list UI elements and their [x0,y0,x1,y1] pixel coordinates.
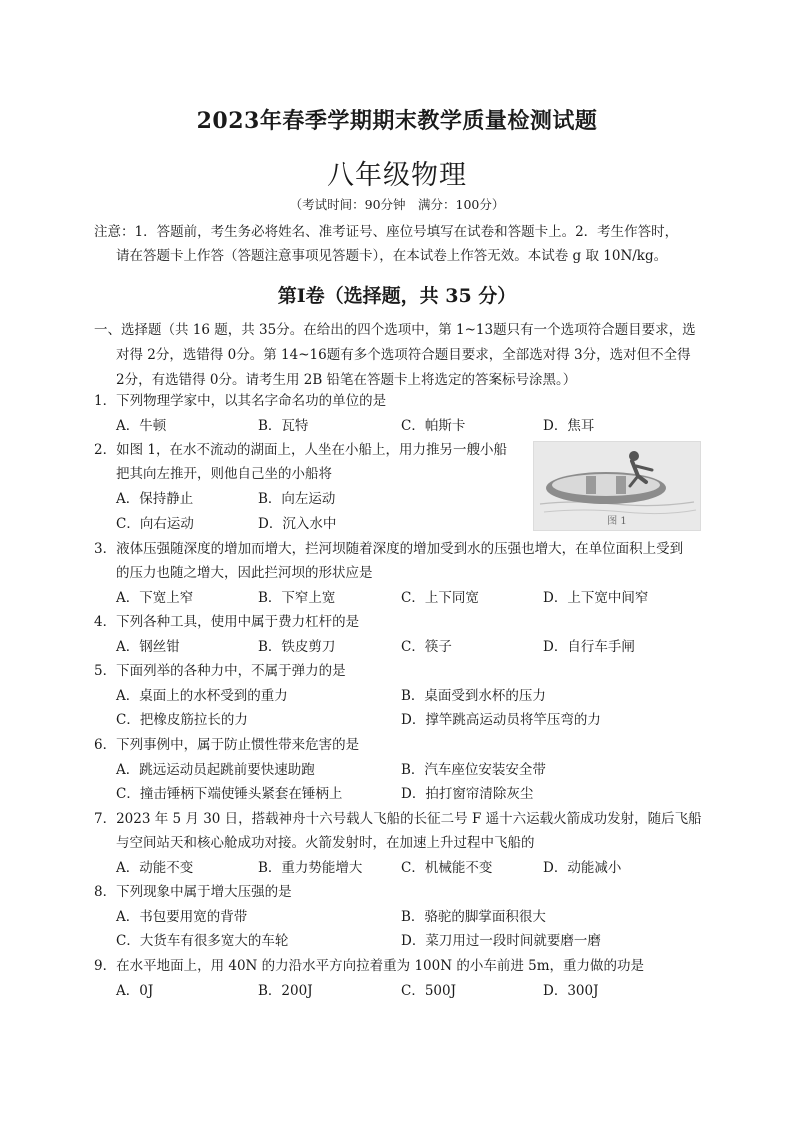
section-instructions [94,318,706,393]
instruction-line-2: 对得 2分，选错得 0分。第 14~16题有多个选项符合题目要求，全部选对得 3分，选对但不全得 [116,347,691,363]
option-b: B．骆驼的脚掌面积很大 [401,909,546,925]
question-2-options-row-1 [116,487,516,511]
boat-figure [533,441,701,531]
question-stem: 8．下列现象中属于增大压强的是 [94,884,292,900]
exam-info: （考试时间：90分钟 满分：100分） [289,197,505,212]
question-stem: 9．在水平地面上，用 40N 的力沿水平方向拉着重为 100N 的小车前进 5m，重力做的功是 [94,958,645,974]
option-b: B．重力势能增大 [258,860,363,876]
option-c: C．机械能不变 [401,860,493,876]
instruction-line-1: 一、选择题（共 16 题，共 35分。在给出的四个选项中，第 1~13题只有一个选项符合题目要求，选 [94,322,696,338]
option-d: D．自行车手闸 [543,639,635,655]
notice-line-2: 请在答题卡上作答（答题注意事项见答题卡），在本试卷上作答无效。本试卷 g 取 10N/kg。 [116,248,668,264]
question-stem: 1．下列物理学家中，以其名字命名功的单位的是 [94,393,387,409]
option-c: C．帕斯卡 [401,418,466,434]
question-8 [94,880,706,904]
option-d: D．菜刀用过一段时间就要磨一磨 [401,933,601,949]
option-d: D．焦耳 [543,418,595,434]
option-a: A．牛顿 [116,418,167,434]
exam-title: 2023年春季学期期末教学质量检测试题 [196,108,598,134]
question-6-options-row-1 [116,758,706,782]
question-6 [94,733,706,757]
question-7 [94,807,706,855]
option-b: B．汽车座位安装安全带 [401,762,546,778]
question-9-options [116,979,706,1003]
question-7-options [116,856,706,880]
option-b: B．桌面受到水杯的压力 [401,688,546,704]
question-3 [94,537,706,585]
option-c: C．向右运动 [116,516,194,532]
notice-line-1: 注意：1．答题前，考生务必将姓名、准考证号、座位号填写在试卷和答题卡上。2．考生作答时， [94,224,679,240]
question-2-options-row-2 [116,512,516,536]
option-d: D．动能减小 [543,860,622,876]
option-d: D．上下宽中间窄 [543,590,649,606]
option-a: A．跳远运动员起跳前要快速助跑 [116,762,315,778]
instruction-line-3: 2分，有选错得 0分。请考生用 2B 铅笔在答题卡上将选定的答案标号涂黑。） [116,372,577,388]
question-3-options [116,586,706,610]
question-6-options-row-2 [116,782,706,806]
question-5 [94,659,706,683]
option-c: C．大货车有很多宽大的车轮 [116,933,289,949]
section-heading: 第Ⅰ卷（选择题，共 35 分） [277,285,517,307]
option-a: A．下宽上窄 [116,590,194,606]
option-d: D．300J [543,983,599,999]
question-4-options [116,635,706,659]
question-5-options-row-2 [116,708,706,732]
figure-label: 图 1 [607,516,627,527]
option-b: B．瓦特 [258,418,309,434]
question-stem-cont: 把其向左推开，则他自己坐的小船将 [116,466,332,482]
question-9 [94,954,706,978]
option-a: A．书包要用宽的背带 [116,909,248,925]
question-stem: 3．液体压强随深度的增加而增大，拦河坝随着深度的增加受到水的压强也增大，在单位面积上受到 [94,541,684,557]
question-stem: 2．如图 1，在水不流动的湖面上，人坐在小船上，用力推另一艘小船 [94,442,507,458]
question-4 [94,610,706,634]
option-c: C．把橡皮筋拉长的力 [116,712,248,728]
question-stem: 4．下列各种工具，使用中属于费力杠杆的是 [94,614,360,630]
option-d: D．沉入水中 [258,516,337,532]
question-stem-cont: 的压力也随之增大，因此拦河坝的形状应是 [116,565,373,581]
question-stem: 6．下列事例中，属于防止惯性带来危害的是 [94,737,360,753]
option-a: A．钢丝钳 [116,639,180,655]
option-c: C．500J [401,983,457,999]
question-1 [94,389,706,413]
option-b: B．200J [258,983,313,999]
question-stem-cont: 与空间站天和核心舱成功对接。火箭发射时，在加速上升过程中飞船的 [116,835,535,851]
question-2 [94,438,524,486]
question-stem: 5．下面列举的各种力中，不属于弹力的是 [94,663,346,679]
notice [94,220,710,268]
option-c: C．筷子 [401,639,452,655]
option-a: A．桌面上的水杯受到的重力 [116,688,288,704]
subject-title: 八年级物理 [327,160,467,191]
option-b: B．向左运动 [258,491,336,507]
question-8-options-row-2 [116,929,706,953]
question-1-options [116,414,706,438]
option-b: B．铁皮剪刀 [258,639,336,655]
option-d: D．拍打窗帘清除灰尘 [401,786,534,802]
question-8-options-row-1 [116,905,706,929]
option-d: D．撑竿跳高运动员将竿压弯的力 [401,712,601,728]
question-5-options-row-1 [116,684,706,708]
option-a: A．保持静止 [116,491,194,507]
option-c: C．上下同宽 [401,590,479,606]
option-b: B．下窄上宽 [258,590,336,606]
option-a: A．0J [116,983,154,999]
question-stem: 7．2023 年 5 月 30 日，搭载神舟十六号载人飞船的长征二号 F 遥十六运载火箭成功发射，随后飞船 [94,811,702,827]
option-a: A．动能不变 [116,860,194,876]
option-c: C．撞击锤柄下端使锤头紧套在锤柄上 [116,786,343,802]
